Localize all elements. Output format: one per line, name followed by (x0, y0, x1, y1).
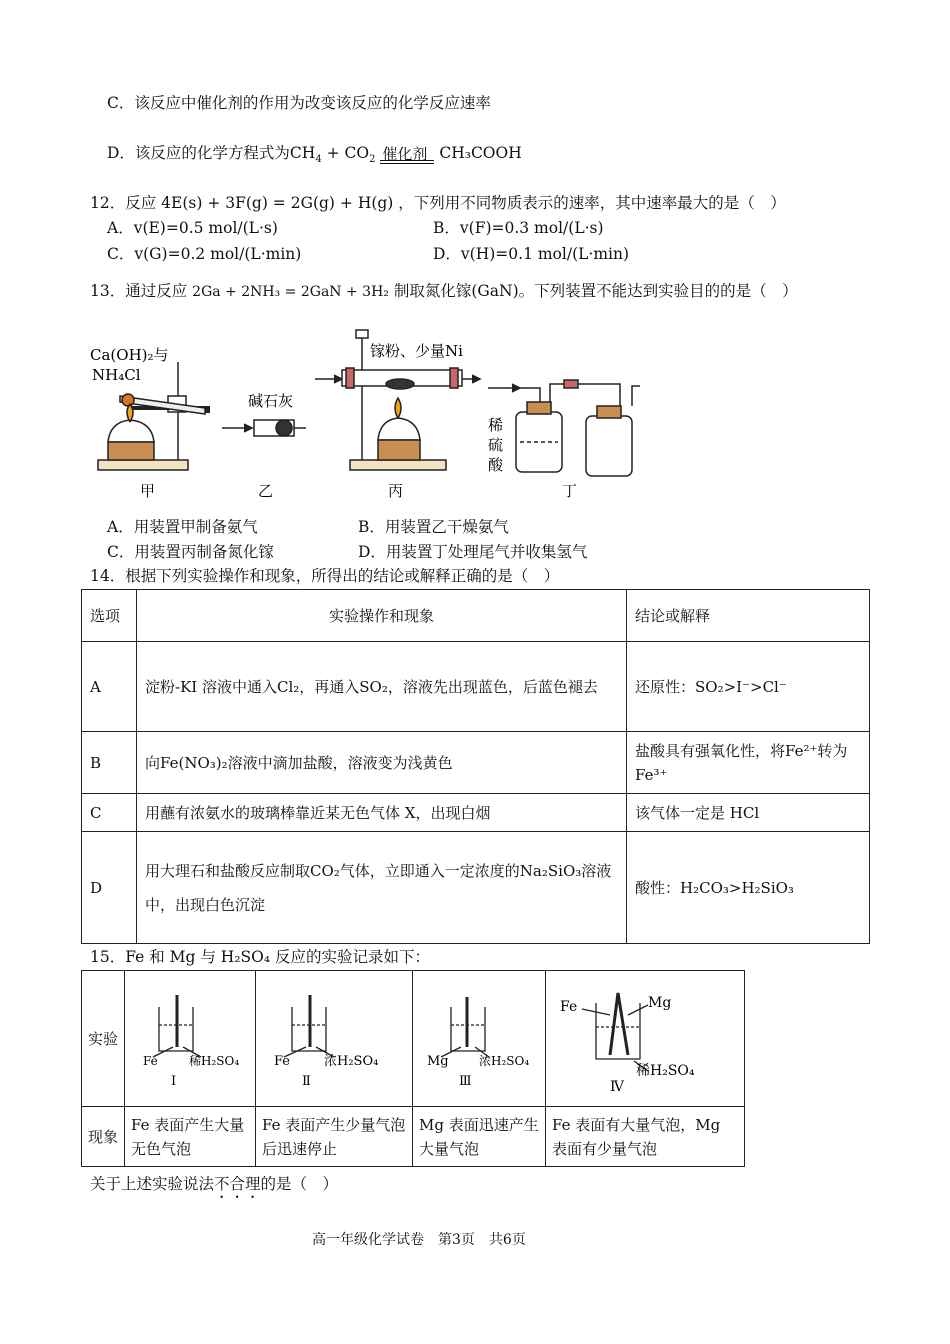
q11-option-d-product: CH₃COOH (439, 144, 522, 162)
q15-exp-3-metal: Mg (427, 1054, 449, 1069)
q12-option-b: B．v(F)=0.3 mol/(L·s) (433, 219, 604, 237)
q15-beaker-4 (552, 975, 732, 1095)
q15-exp-1-acid: 稀H₂SO₄ (189, 1054, 240, 1068)
q15-exp-4 (546, 971, 745, 1107)
q15-beaker-1 (131, 975, 249, 1095)
q15-obs-1: Fe 表面产生大量无色气泡 (125, 1107, 256, 1167)
q15-exp-1-metal: Fe (143, 1054, 158, 1068)
q12-option-d: D．v(H)=0.1 mol/(L·min) (433, 245, 630, 263)
q14-row-d-conclusion: 酸性：H₂CO₃>H₂SiO₃ (627, 832, 870, 944)
q14-stem: 14．根据下列实验操作和现象，所得出的结论或解释正确的是（ ） (90, 567, 560, 585)
q15-obs-2: Fe 表面产生少量气泡后迅速停止 (256, 1107, 413, 1167)
q13-label-bing: 丙 (388, 482, 404, 500)
q12-option-a: A．v(E)=0.5 mol/(L·s) (107, 219, 278, 237)
q13-stem-suffix: 制取氮化镓(GaN)。下列装置不能达到实验目的的是（ ） (393, 282, 798, 300)
q15-exp-1 (125, 971, 256, 1107)
q14-row-b-option: B (82, 732, 137, 794)
q11-catalyst-label: 催化剂 (382, 145, 428, 164)
q12-option-c: C．v(G)=0.2 mol/(L·min) (107, 245, 302, 263)
q15-exp-4-metal2: Mg (648, 995, 672, 1011)
q15-exp-3-acid: 浓H₂SO₄ (479, 1054, 530, 1068)
q14-row-d-option: D (82, 832, 137, 944)
q15-table (81, 970, 745, 1167)
q12-stem-prefix: 12．反应 (90, 194, 157, 212)
q11-option-c: C．该反应中催化剂的作用为改变该反应的化学反应速率 (107, 94, 491, 112)
q15-obs-4: Fe 表面有大量气泡，Mg 表面有少量气泡 (546, 1107, 745, 1167)
q14-row-d-operation: 用大理石和盐酸反应制取CO₂气体，立即通入一定浓度的Na₂SiO₃溶液中，出现白色沉淀 (137, 832, 627, 944)
q13-acid-label-1: 稀 (488, 416, 504, 434)
page-footer: 高一年级化学试卷 第3页 共6页 (312, 1232, 526, 1248)
q12-stem-suffix: ，下列用不同物质表示的速率，其中速率最大的是（ ） (398, 194, 786, 212)
q14-row-c-conclusion: 该气体一定是 HCl (627, 794, 870, 832)
q13-option-a: A．用装置甲制备氨气 (107, 518, 258, 536)
q15-tail-prefix: 关于上述实验说法 (90, 1175, 215, 1193)
table-row (82, 642, 870, 732)
q13-label-jia: 甲 (140, 482, 156, 500)
q14-header-option: 选项 (82, 590, 137, 642)
q15-exp-2-metal: Fe (274, 1054, 291, 1069)
q13-option-c: C．用装置丙制备氮化镓 (107, 543, 274, 561)
q13-stem-prefix: 13．通过反应 (90, 282, 188, 300)
q13-label-ding: 丁 (562, 482, 578, 500)
q14-row-c-option: C (82, 794, 137, 832)
q13-label-yi: 乙 (258, 482, 274, 500)
q15-tail (90, 1174, 338, 1202)
q15-exp-4-num: Ⅳ (610, 1079, 624, 1095)
q12-stem (90, 193, 786, 213)
q13-apparatus-figure (80, 322, 650, 507)
q15-exp-4-metal: Fe (560, 999, 578, 1015)
q15-exp-1-num: Ⅰ (171, 1074, 177, 1089)
q15-exp-3-num: Ⅲ (459, 1074, 472, 1089)
q15-exp-2-acid: 浓H₂SO₄ (324, 1054, 379, 1069)
q14-row-a-operation: 淀粉-KI 溶液中通入Cl₂，再通入SO₂，溶液先出现蓝色，后蓝色褪去 (137, 642, 627, 732)
q14-row-a-conclusion: 还原性：SO₂>I⁻>Cl⁻ (627, 642, 870, 732)
table-row (82, 732, 870, 794)
q15-experiment-row (82, 971, 745, 1107)
table-row (82, 794, 870, 832)
q11-catalyst-arrow (380, 145, 434, 170)
q15-exp-2 (256, 971, 413, 1107)
q13-stem (90, 281, 798, 302)
q15-stem: 15．Fe 和 Mg 与 H₂SO₄ 反应的实验记录如下： (90, 948, 431, 966)
q15-observation-row (82, 1107, 745, 1167)
q15-tail-emphasis: 不合理 (214, 1175, 261, 1193)
q13-acid-label-3: 酸 (488, 456, 504, 474)
q13-option-b: B．用装置乙干燥氨气 (358, 518, 509, 536)
q15-beaker-3 (419, 975, 539, 1095)
q15-row2-label: 现象 (82, 1107, 125, 1167)
table-row (82, 832, 870, 944)
q15-exp-3 (413, 971, 546, 1107)
q14-header-conclusion: 结论或解释 (627, 590, 870, 642)
q15-beaker-2 (262, 975, 406, 1095)
q14-table (81, 589, 870, 944)
q11-option-d-prefix: D．该反应的化学方程式为CH (107, 144, 316, 162)
q12-equation: 4E(s) + 3F(g) = 2G(g) + H(g) (161, 194, 394, 212)
q13-equation: 2Ga + 2NH₃ = 2GaN + 3H₂ (192, 284, 389, 300)
q14-row-b-operation: 向Fe(NO₃)₂溶液中滴加盐酸，溶液变为浅黄色 (137, 732, 627, 794)
q14-row-a-option: A (82, 642, 137, 732)
q14-header-row (82, 590, 870, 642)
q15-obs-3: Mg 表面迅速产生大量气泡 (413, 1107, 546, 1167)
q13-option-d: D．用装置丁处理尾气并收集氢气 (358, 543, 588, 561)
q14-row-b-conclusion: 盐酸具有强氧化性，将Fe²⁺转为Fe³⁺ (627, 732, 870, 794)
q13-acid-label-2: 硫 (488, 436, 504, 454)
q13-reagent-line2: NH₄Cl (92, 366, 141, 384)
q14-row-c-operation: 用蘸有浓氨水的玻璃棒靠近某无色气体 X，出现白烟 (137, 794, 627, 832)
q15-row1-label: 实验 (82, 971, 125, 1107)
q11-option-d: D．该反应的化学方程式为$CH_4 + CO_2$ 催化剂 CH₃COOH (107, 143, 522, 170)
q13-soda-lime-label: 碱石灰 (248, 392, 294, 410)
q13-ga-powder-label: 镓粉、少量Ni (370, 342, 463, 360)
q13-reagent-line1: Ca(OH)₂与 (90, 346, 169, 364)
q14-header-operation: 实验操作和现象 (137, 590, 627, 642)
q15-tail-suffix: 的是（ ） (260, 1175, 339, 1193)
q15-exp-2-num: Ⅱ (302, 1074, 311, 1089)
q15-exp-4-acid: 稀H₂SO₄ (636, 1063, 695, 1079)
